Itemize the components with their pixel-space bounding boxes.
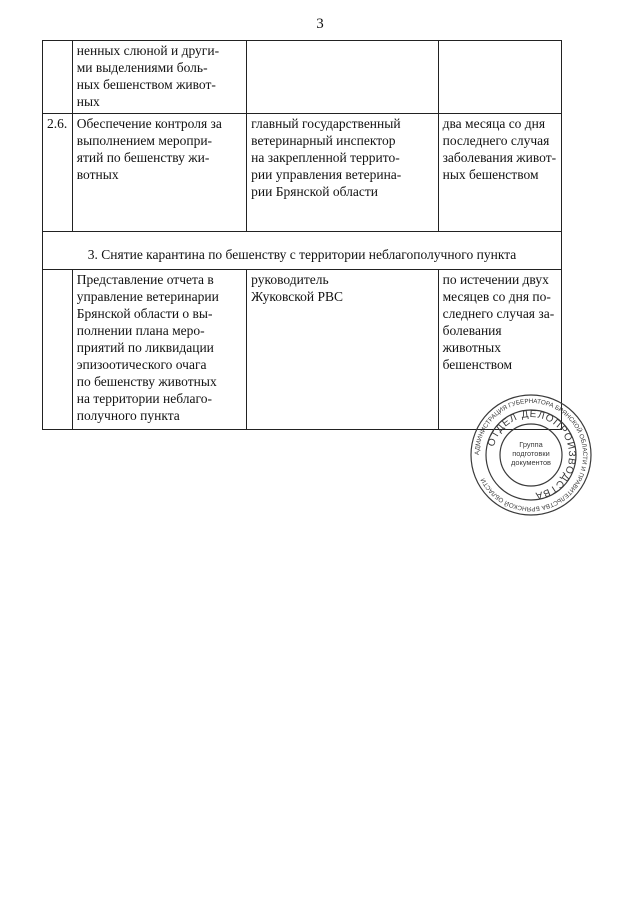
stamp-center-line: Группа <box>519 440 543 449</box>
row-number: 2.6. <box>43 114 73 232</box>
activity-cell: Обеспечение контроля за выполнением меропри- ятий по бешенству жи- вотных <box>72 114 246 232</box>
stamp-center-text <box>511 440 551 467</box>
activity-cell: Представление отчета в управление ветеринарии Брянской области о вы- полнении плана меро- приятий по ликвидации эпизоотического очага по бешенству животных на территории неблаго- получного пункта <box>72 270 246 430</box>
stamp-center-line: документов <box>511 458 551 467</box>
responsible-cell: главный государственный ветеринарный инспектор на закрепленной террито- рии управления ветерина- рии Брянской области <box>247 114 438 232</box>
responsible-cell <box>247 41 438 114</box>
stamp-inner-text: ОТДЕЛ ДЕЛОПРОИЗВОДСТВА <box>486 408 578 501</box>
section-heading: 3. Снятие карантина по бешенству с территории неблагополучного пункта <box>43 232 562 270</box>
deadline-cell: два месяца со дня последнего случая заболевания живот- ных бешенством <box>438 114 561 232</box>
deadline-cell <box>438 41 561 114</box>
table-row <box>43 114 562 232</box>
page-number: 3 <box>316 16 324 32</box>
deadline-cell: по истечении двух месяцев со дня по- следнего случая за- болевания животных бешенством <box>438 270 561 430</box>
stamp-outer-text: АДМИНИСТРАЦИЯ ГУБЕРНАТОРА БРЯНСКОЙ ОБЛАСТИ И ПРАВИТЕЛЬСТВА БРЯНСКОЙ ОБЛАСТИ <box>473 397 589 513</box>
responsible-cell: руководитель Жуковской РВС <box>247 270 438 430</box>
office-stamp <box>468 392 594 518</box>
row-number <box>43 41 73 114</box>
measures-table <box>42 40 562 430</box>
table-row <box>43 41 562 114</box>
stamp-center-line: подготовки <box>512 449 550 458</box>
section-row <box>43 232 562 270</box>
row-number <box>43 270 73 430</box>
activity-cell: ненных слюной и други- ми выделениями боль- ных бешенством живот- ных <box>72 41 246 114</box>
